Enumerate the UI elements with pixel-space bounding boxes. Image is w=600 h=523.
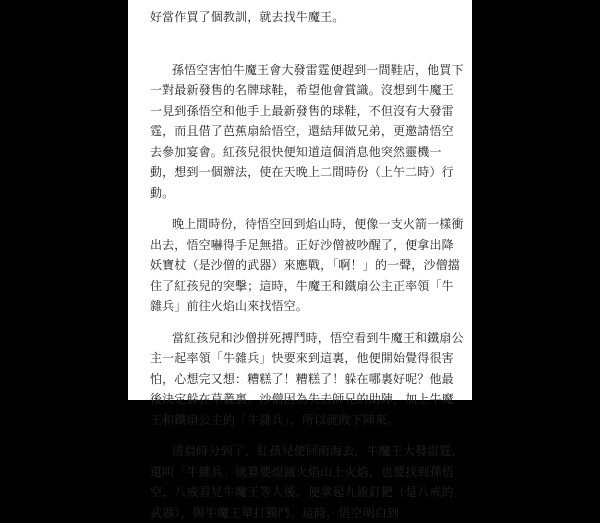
- document-paragraph: 孫悟空害怕牛魔王會大發雷霆便趕到一間鞋店，他買下一對最新發售的名牌球鞋，希望他會賞識。沒想到牛魔王一見到孫悟空和他手上最新發售的球鞋，不但沒有大發雷霆，而且借了芭蕉扇給悟空，還結拜做兄弟，更邀請悟空去參加宴會。紅孩兒很快便知道這個消息他突然靈機一動，想到一個辦法，使在天晚上二間時份（上午二時）行動。: [150, 62, 464, 200]
- document-body: [128, 0, 472, 523]
- document-page: [128, 0, 472, 520]
- document-line: 好當作買了個教訓，就去找牛魔王。: [150, 10, 345, 24]
- document-paragraph: 晚上間時份，待悟空回到焰山時，便像一支火箭一樣衝出去，悟空嚇得手足無措。正好沙僧被吵醒了，便拿出降妖寶杖（是沙僧的武器）來應戰，「啊！」的一聲，沙僧擋住了紅孩兒的突擊；這時，牛魔王和鐵扇公主正率領「牛雜兵」前往火焰山來找悟空。: [150, 217, 464, 313]
- document-paragraph: 當紅孩兒和沙僧拼死搏鬥時，悟空看到牛魔王和鐵扇公主一起率領「牛雜兵」快要來到這裏，他便開始覺得很害怕，心想完又想：糟糕了！糟糕了！躲在哪裏好呢？他最後決定躲在草叢裏。沙僧因為失去師兄的助陣，加上牛魔王和鐵扇公主的「牛雜兵」，所以就敗下陣來。: [150, 330, 464, 427]
- document-paragraph: 清晨時分到了，紅孩兒便回南海去，牛魔王大發雷霆，還叫「牛雜兵」就算要熄滅火焰山上火焰，也要找到孫悟空，八戒看見牛魔王等人後，便拿起九齒釘耙（是八戒的武器），與牛魔王單打獨鬥。這時，悟空明白到: [150, 444, 464, 520]
